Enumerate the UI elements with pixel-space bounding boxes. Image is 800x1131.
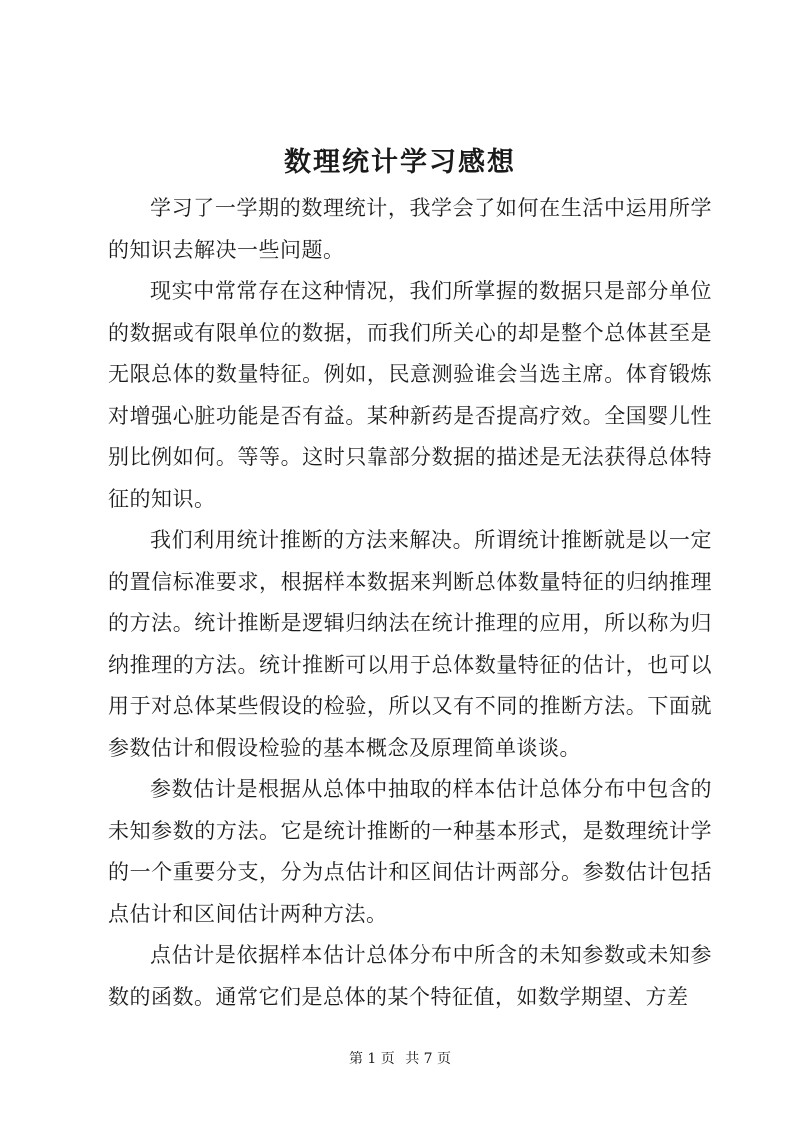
paragraph: 我们利用统计推断的方法来解决。所谓统计推断就是以一定的置信标准要求，根据样本数据来判断总体数量特征的归纳推理的方法。统计推断是逻辑归纳法在统计推理的应用，所以称为归纳推理的方法。统计推断可以用于总体数量特征的估计，也可以用于对总体某些假设的检验，所以又有不同的推断方法。下面就参数估计和假设检验的基本概念及原理简单谈谈。 [108, 528, 712, 760]
document-title: 数理统计学习感想 [284, 147, 516, 178]
page-number: 第 1 页 [348, 1051, 395, 1067]
page-footer [0, 1048, 800, 1068]
paragraph: 点估计是依据样本估计总体分布中所含的未知参数或未知参数的函数。通常它们是总体的某个特征值，如数学期望、方差 [108, 943, 712, 1009]
paragraph: 现实中常常存在这种情况，我们所掌握的数据只是部分单位的数据或有限单位的数据，而我们所关心的却是整个总体甚至是无限总体的数量特征。例如，民意测验谁会当选主席。体育锻炼对增强心脏功能是否有益。某种新药是否提高疗效。全国婴儿性别比例如何。等等。这时只靠部分数据的描述是无法获得总体特征的知识。 [108, 279, 712, 511]
page-total: 共 7 页 [405, 1051, 452, 1067]
document-body [108, 188, 712, 1018]
paragraph: 学习了一学期的数理统计，我学会了如何在生活中运用所学的知识去解决一些问题。 [108, 196, 712, 262]
paragraph: 参数估计是根据从总体中抽取的样本估计总体分布中包含的未知参数的方法。它是统计推断的一种基本形式，是数理统计学的一个重要分支，分为点估计和区间估计两部分。参数估计包括点估计和区间估计两种方法。 [108, 777, 712, 926]
